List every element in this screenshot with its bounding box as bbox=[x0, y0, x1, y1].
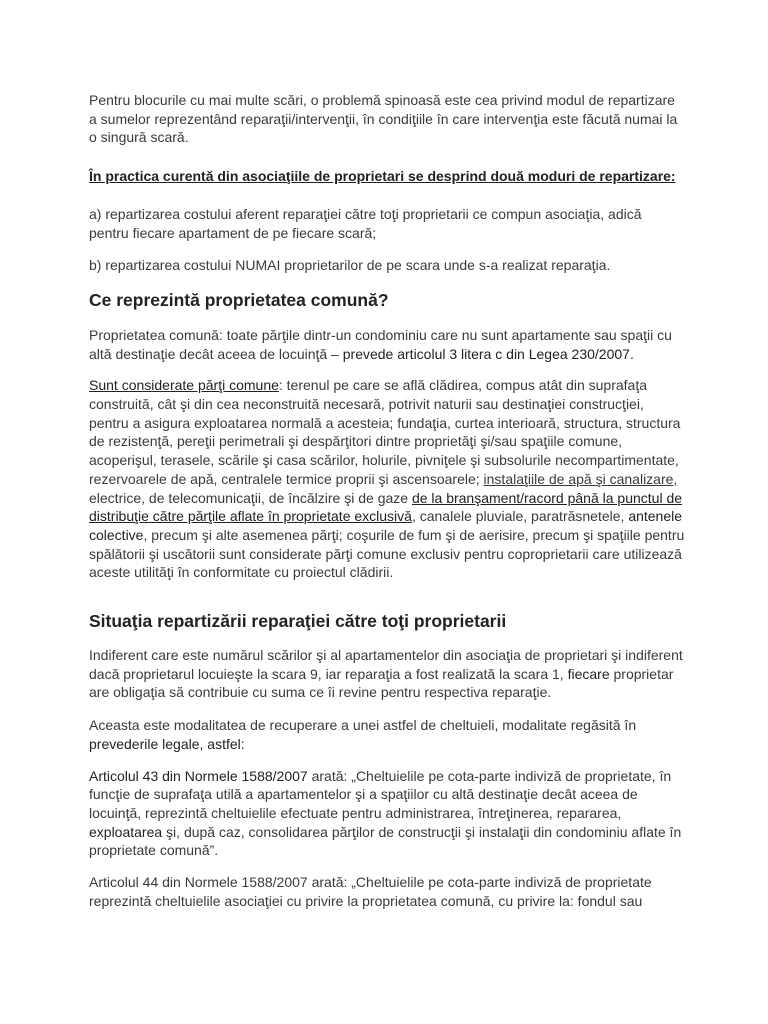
method-paragraph bbox=[89, 716, 685, 753]
common-property-definition bbox=[89, 326, 685, 363]
document-body bbox=[89, 91, 685, 911]
common-parts-label: Sunt considerate părţi comune bbox=[89, 377, 279, 394]
legal-provisions-text: prevederile legale, astfel: bbox=[89, 735, 245, 752]
article-44-paragraph: Articolul 44 din Normele 1588/2007 arată: „Cheltuielile pe cota-parte indiviză de proprietate reprezintă cheltuielile asociaţiei cu privire la proprietatea comună, cu privire la: fondul sau bbox=[89, 874, 652, 909]
practice-heading: În practica curentă din asociaţiile de proprietari se desprind două moduri de repartizare: bbox=[89, 168, 676, 185]
article-43-text-2: şi, după caz, consolidarea părţilor de construcţii şi instalaţii din condominiu aflate în proprietate comună”. bbox=[89, 823, 682, 859]
common-parts-paragraph bbox=[89, 376, 685, 582]
article-43-label: Articolul 43 din Normele 1588/2007 bbox=[89, 767, 308, 784]
intro-paragraph: Pentru blocurile cu mai multe scări, o problemă spinoasă este cea privind modul de repartizare a sumelor reprezentând reparaţii/intervenţii, în condiţiile în care intervenţia este făcută numai la o singură scară. bbox=[89, 92, 678, 146]
option-b-paragraph: b) repartizarea costului NUMAI proprietarilor de pe scara unde s-a realizat reparaţia. bbox=[89, 257, 611, 274]
connection-point-underline: de la branşament/racord până la punctul de distribuţie către părţile aflate în proprietate exclusivă bbox=[89, 489, 683, 525]
common-parts-text-4: , precum şi alte asemenea părţi; coşurile de fum şi de aerisire, precum şi spaţiile pentru spălătorii şi uscătorii sunt considerate părţi comune exclusiv pentru coproprietarii care utilizează aceste utilităţi în conformitate cu proiectul clădirii. bbox=[89, 526, 685, 581]
article-43-text-1: arată: „Cheltuielile pe cota-parte indiviză de proprietate, în funcţie de suprafaţa utilă a apartamentelor şi a spaţiilor cu altă destinaţie decât aceea de locuinţă, reprezintă cheltuielile efectuate pentru administrarea, întreţinerea, repararea, bbox=[89, 767, 672, 821]
situation-every-text: fiecare bbox=[567, 665, 610, 682]
option-a-paragraph: a) repartizarea costului aferent reparaţiei către toţi proprietarii ce compun asociaţia, adică pentru fiecare apartament de pe fiecare scară; bbox=[89, 205, 642, 241]
article-43-exploitation: exploatarea bbox=[89, 823, 163, 840]
definition-text: Proprietatea comună: toate părţile dintr-un condominiu care nu sunt apartamente sau spaţii cu altă destinaţie decât aceea de locuinţă – bbox=[89, 326, 672, 362]
common-parts-text-2: electrice, de telecomunicaţii, de încălzire şi de gaze bbox=[89, 489, 412, 506]
situation-heading: Situaţia repartizării reparaţiei către toţi proprietarii bbox=[89, 611, 507, 632]
common-parts-text-3: , canalele pluviale, paratrăsnetele, bbox=[411, 508, 629, 525]
water-installations-underline: instalaţiile de apă şi canalizare, bbox=[483, 470, 678, 487]
common-parts-text-1: : terenul pe care se află clădirea, compus atât din suprafaţa construită, cât şi din cea neconstruită necesară, potrivit naturii sau destinaţiei construcţiei, pentru a asigura exploatarea normală a acesteia; fundaţia, curtea interioară, structura, structura de rezistenţă, pereţii perimetrali şi despărţitori dintre proprietăţi şi/sau spaţiile comune, acoperişul, terasele, scările şi casa scărilor, holurile, pivniţele şi subsolurile necompartimentate, rezervoarele de apă, centralele termice proprii şi ascensoarele; bbox=[89, 377, 681, 487]
common-property-heading: Ce reprezintă proprietatea comună? bbox=[89, 289, 389, 310]
situation-text-1: Indiferent care este numărul scărilor şi al apartamentelor din asociaţia de proprietari şi indiferent dacă proprietarul locuieşte la scara 9, iar reparaţia a fost realizată la scara 1, bbox=[89, 647, 683, 682]
collective-antennas-text: antenele colective bbox=[89, 508, 683, 543]
situation-text-2: proprietar are obligaţia să contribuie cu suma ce îi revine pentru respectiva reparaţie. bbox=[89, 665, 674, 701]
situation-paragraph bbox=[89, 646, 685, 702]
article-43-paragraph bbox=[89, 767, 685, 861]
method-text: Aceasta este modalitatea de recuperare a unei astfel de cheltuieli, modalitate regăsită în bbox=[89, 717, 637, 734]
definition-law-reference: prevede articolul 3 litera c din Legea 230/2007. bbox=[342, 345, 634, 362]
